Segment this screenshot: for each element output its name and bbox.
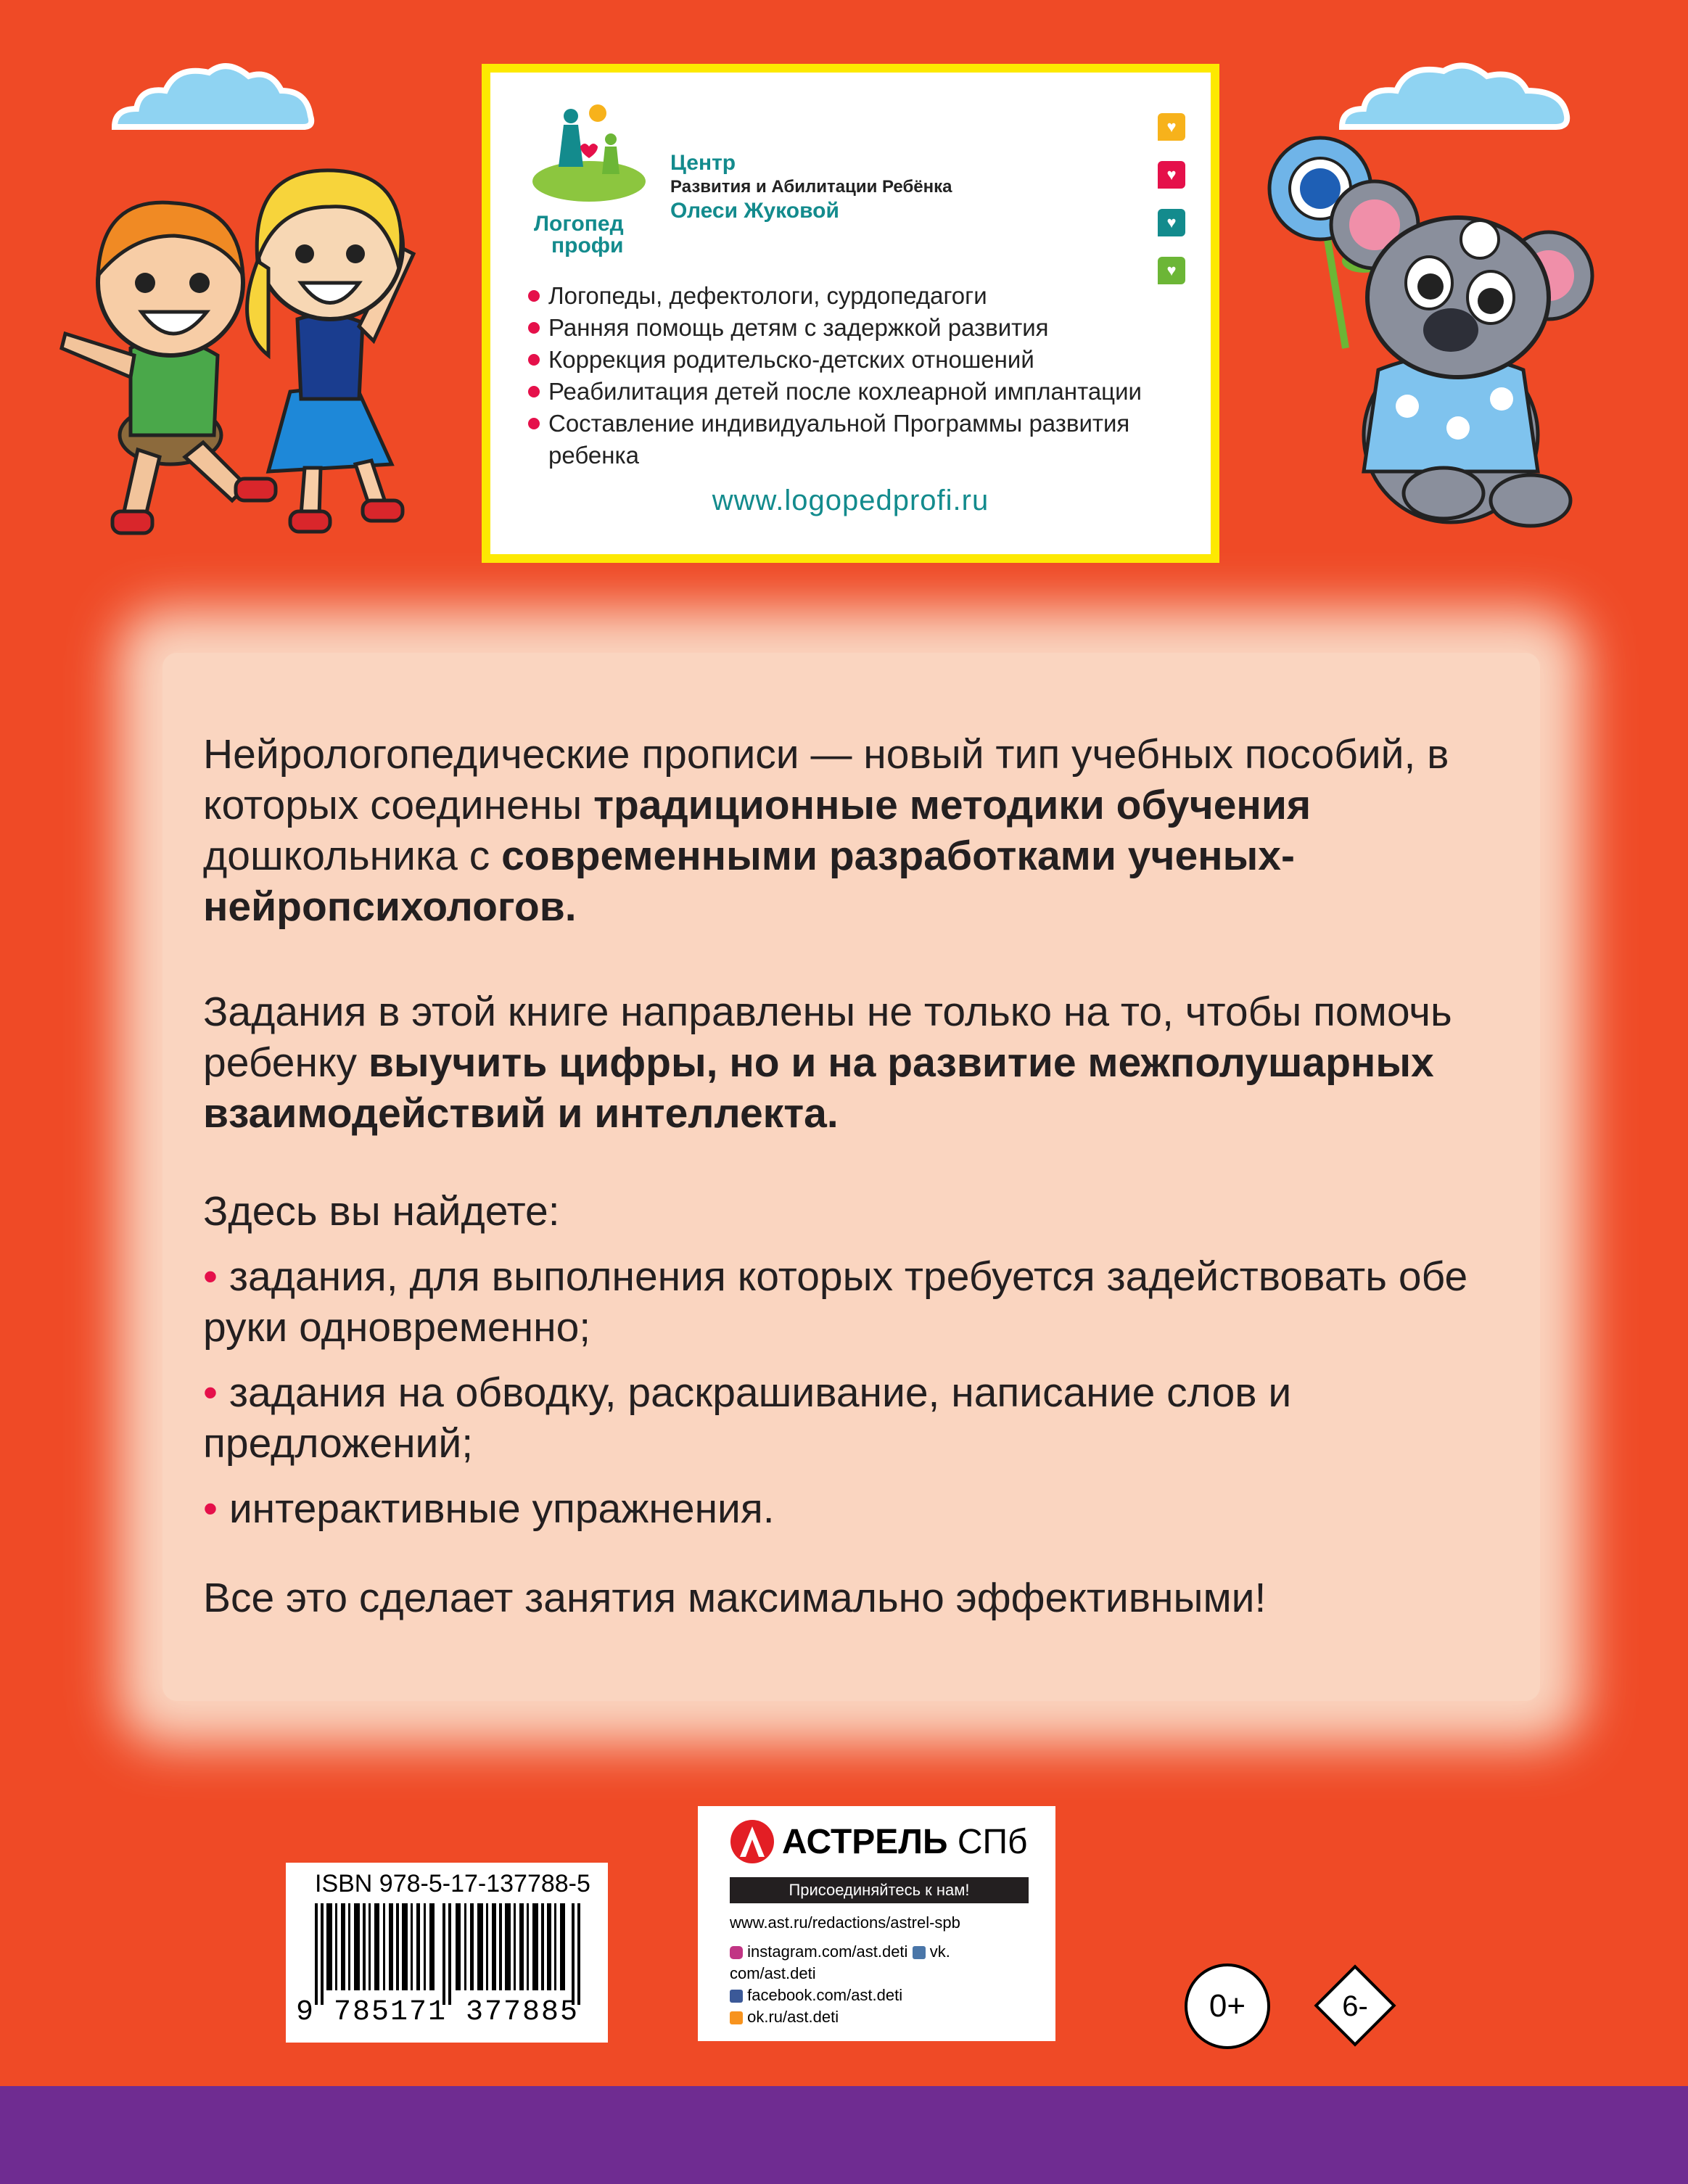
cloud-left-icon bbox=[107, 58, 318, 131]
logopedprofi-logo-icon bbox=[531, 94, 647, 218]
service-item: Составление индивидуальной Программы развития ребенка bbox=[527, 408, 1194, 471]
intro-text-c: дошкольника с bbox=[203, 833, 502, 879]
heart-icon: ♥ bbox=[1166, 118, 1177, 136]
brand-name: АСТРЕЛЬ bbox=[782, 1823, 948, 1861]
age-rating-diamond bbox=[1313, 1963, 1397, 2048]
bullet-icon: • bbox=[203, 1369, 218, 1416]
astrel-logo-icon bbox=[730, 1819, 775, 1864]
isbn-label: ISBN 978-5-17-137788-5 bbox=[315, 1870, 590, 1897]
isbn-barcode bbox=[286, 1863, 608, 2043]
heart-icon: ♥ bbox=[1166, 213, 1177, 231]
social-ok[interactable] bbox=[730, 2008, 839, 2027]
tasks-text-a: Задания в этой книге направлены не только на то, чтобы помочь ребенку bbox=[203, 989, 1452, 1086]
age-rating-circle: 0+ bbox=[1185, 1963, 1270, 2049]
vk-icon bbox=[913, 1946, 926, 1959]
tasks-paragraph bbox=[203, 986, 1509, 1139]
vk-text: vk. bbox=[929, 1942, 950, 1961]
service-item: Логопеды, дефектологи, сурдопедагоги bbox=[527, 280, 1194, 312]
find-heading: Здесь вы найдете: bbox=[203, 1188, 560, 1235]
center-line-1: Центр bbox=[670, 151, 736, 175]
bullet-icon: • bbox=[203, 1485, 218, 1532]
publisher-box bbox=[698, 1806, 1055, 2041]
tag-red bbox=[1158, 161, 1185, 189]
tag-teal bbox=[1158, 209, 1185, 236]
barcode-icon bbox=[315, 1903, 583, 2005]
bullet-text-2: задания на обводку, раскрашивание, написание слов и предложений; bbox=[203, 1369, 1292, 1467]
service-item: Коррекция родительско-детских отношений bbox=[527, 344, 1194, 376]
age-six-text: 6- bbox=[1342, 1990, 1368, 2022]
ok-icon bbox=[730, 2011, 743, 2024]
logo-text-top: Логопед bbox=[534, 212, 624, 236]
bullet-item-3 bbox=[203, 1483, 1509, 1534]
publisher-site[interactable]: www.ast.ru/redactions/astrel-spb bbox=[730, 1913, 960, 1932]
heart-icon: ♥ bbox=[1166, 261, 1177, 279]
intro-paragraph bbox=[203, 729, 1509, 932]
instagram-icon bbox=[730, 1946, 743, 1959]
instagram-text: instagram.com/ast.deti bbox=[747, 1942, 908, 1961]
sponsor-box bbox=[482, 64, 1219, 563]
center-line-2: Развития и Абилитации Ребёнка bbox=[670, 177, 952, 197]
publisher-brand bbox=[782, 1822, 1027, 1862]
heart-icon: ♥ bbox=[1166, 165, 1177, 184]
service-item: Ранняя помощь детям с задержкой развития bbox=[527, 312, 1194, 344]
social-facebook[interactable] bbox=[730, 1986, 902, 2005]
bullet-text-3: интерактивные упражнения. bbox=[229, 1485, 775, 1532]
isbn-digits: 9 785171 377885 bbox=[296, 1996, 580, 2029]
brand-suffix: СПб bbox=[957, 1823, 1028, 1861]
social-vk[interactable]: com/ast.deti bbox=[730, 1964, 816, 1982]
service-item: Реабилитация детей после кохлеарной имплантации bbox=[527, 376, 1194, 408]
center-line-3: Олеси Жуковой bbox=[670, 199, 839, 223]
intro-bold-d: современными разработками ученых-нейропсихологов. bbox=[203, 833, 1295, 930]
bullet-text-1: задания, для выполнения которых требуется задействовать обе руки одновременно; bbox=[203, 1253, 1468, 1351]
intro-bold-a: традиционные методики обучения bbox=[593, 782, 1312, 828]
bullet-item-1 bbox=[203, 1251, 1509, 1353]
facebook-text: facebook.com/ast.deti bbox=[747, 1986, 903, 2004]
bullet-item-2 bbox=[203, 1367, 1509, 1469]
services-list bbox=[527, 280, 1194, 471]
facebook-icon bbox=[730, 1990, 743, 2003]
closing-paragraph: Все это сделает занятия максимально эффективными! bbox=[203, 1575, 1267, 1621]
logo-text-bottom: профи bbox=[551, 234, 624, 257]
description-panel bbox=[162, 653, 1540, 1701]
tag-yellow bbox=[1158, 113, 1185, 141]
tasks-bold-b: выучить цифры, но и на развитие межполушарных взаимодействий и интеллекта. bbox=[203, 1039, 1434, 1137]
bottom-band bbox=[0, 2086, 1688, 2184]
sponsor-url[interactable]: www.logopedprofi.ru bbox=[712, 485, 989, 516]
ok-text: ok.ru/ast.deti bbox=[747, 2008, 839, 2026]
cloud-right-icon bbox=[1335, 58, 1574, 131]
children-illustration bbox=[51, 138, 457, 559]
bullet-icon: • bbox=[203, 1253, 218, 1300]
intro-text-a: Нейрологопедические прописи — новый тип учебных пособий, в которых соединены bbox=[203, 731, 1449, 828]
social-instagram[interactable] bbox=[730, 1942, 950, 1961]
koala-illustration bbox=[1248, 131, 1625, 537]
join-banner: Присоединяйтесь к нам! bbox=[730, 1877, 1029, 1903]
